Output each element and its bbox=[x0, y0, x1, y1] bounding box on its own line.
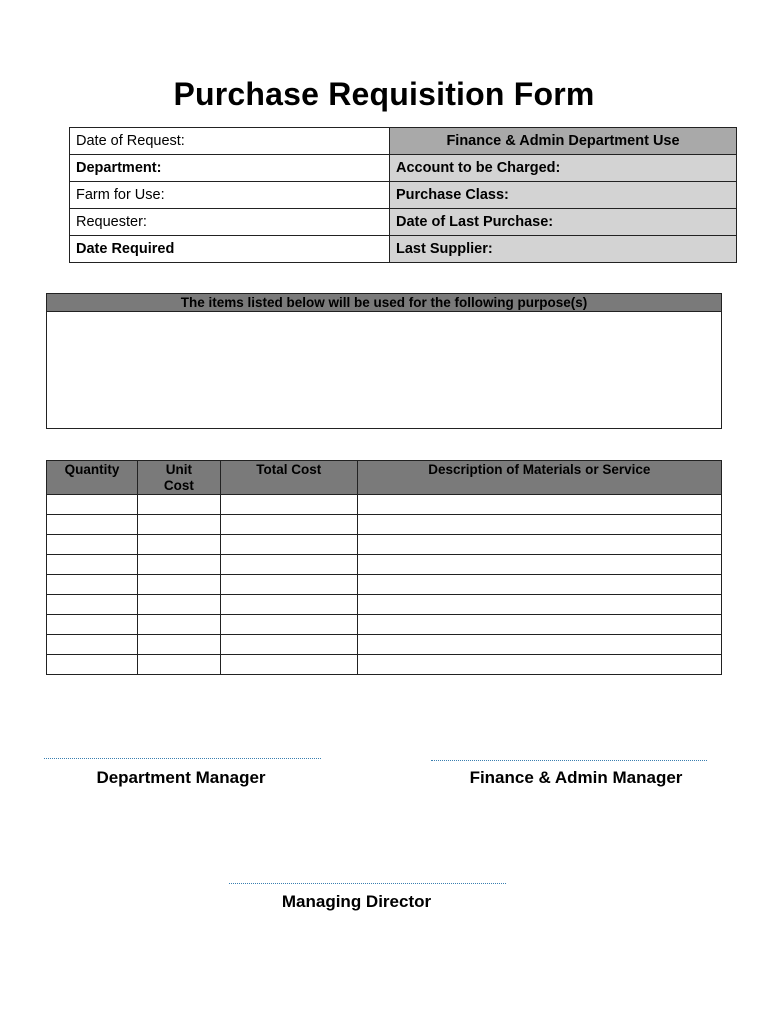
table-row bbox=[47, 555, 722, 575]
finance-admin-manager-signature-line[interactable] bbox=[431, 760, 707, 761]
department-manager-label: Department Manager bbox=[96, 768, 266, 787]
finance-admin-use-header: Finance & Admin Department Use bbox=[390, 128, 737, 155]
total-cost-cell[interactable] bbox=[220, 615, 357, 635]
description-cell[interactable] bbox=[357, 575, 721, 595]
quantity-cell[interactable] bbox=[47, 495, 138, 515]
request-info-table bbox=[69, 127, 737, 263]
table-row bbox=[47, 595, 722, 615]
unit-cost-cell[interactable] bbox=[137, 575, 220, 595]
column-header-description: Description of Materials or Service bbox=[357, 461, 721, 495]
department-field[interactable]: Department: bbox=[70, 155, 390, 182]
unit-cost-cell[interactable] bbox=[137, 635, 220, 655]
info-row bbox=[70, 236, 737, 263]
quantity-cell[interactable] bbox=[47, 615, 138, 635]
description-cell[interactable] bbox=[357, 655, 721, 675]
unit-cost-cell[interactable] bbox=[137, 495, 220, 515]
info-row bbox=[70, 155, 737, 182]
description-cell[interactable] bbox=[357, 635, 721, 655]
date-last-purchase-field[interactable]: Date of Last Purchase: bbox=[390, 209, 737, 236]
column-header-total-cost: Total Cost bbox=[220, 461, 357, 495]
column-header-unit-cost: Unit Cost bbox=[137, 461, 220, 495]
items-header-row bbox=[47, 461, 722, 495]
page-title: Purchase Requisition Form bbox=[173, 76, 595, 112]
purpose-header: The items listed below will be used for the following purpose(s) bbox=[47, 294, 721, 312]
unit-cost-cell[interactable] bbox=[137, 595, 220, 615]
finance-admin-manager-label: Finance & Admin Manager bbox=[469, 768, 683, 787]
managing-director-label: Managing Director bbox=[281, 892, 432, 911]
unit-cost-cell[interactable] bbox=[137, 655, 220, 675]
quantity-cell[interactable] bbox=[47, 595, 138, 615]
quantity-cell[interactable] bbox=[47, 535, 138, 555]
quantity-cell[interactable] bbox=[47, 635, 138, 655]
quantity-cell[interactable] bbox=[47, 555, 138, 575]
table-row bbox=[47, 635, 722, 655]
info-row bbox=[70, 182, 737, 209]
description-cell[interactable] bbox=[357, 595, 721, 615]
description-cell[interactable] bbox=[357, 615, 721, 635]
total-cost-cell[interactable] bbox=[220, 495, 357, 515]
table-row bbox=[47, 495, 722, 515]
requester-field[interactable]: Requester: bbox=[70, 209, 390, 236]
last-supplier-field[interactable]: Last Supplier: bbox=[390, 236, 737, 263]
table-row bbox=[47, 655, 722, 675]
description-cell[interactable] bbox=[357, 515, 721, 535]
date-of-request-field[interactable]: Date of Request: bbox=[70, 128, 390, 155]
unit-cost-cell[interactable] bbox=[137, 515, 220, 535]
unit-cost-cell[interactable] bbox=[137, 555, 220, 575]
unit-cost-cell[interactable] bbox=[137, 535, 220, 555]
total-cost-cell[interactable] bbox=[220, 555, 357, 575]
total-cost-cell[interactable] bbox=[220, 575, 357, 595]
table-row bbox=[47, 515, 722, 535]
unit-cost-cell[interactable] bbox=[137, 615, 220, 635]
table-row bbox=[47, 575, 722, 595]
table-row bbox=[47, 535, 722, 555]
total-cost-cell[interactable] bbox=[220, 595, 357, 615]
column-header-quantity: Quantity bbox=[47, 461, 138, 495]
total-cost-cell[interactable] bbox=[220, 535, 357, 555]
date-required-field[interactable]: Date Required bbox=[70, 236, 390, 263]
items-table bbox=[46, 460, 722, 675]
purchase-class-field[interactable]: Purchase Class: bbox=[390, 182, 737, 209]
department-manager-signature-line[interactable] bbox=[44, 758, 321, 759]
account-charged-field[interactable]: Account to be Charged: bbox=[390, 155, 737, 182]
info-row bbox=[70, 209, 737, 236]
purpose-text-area[interactable] bbox=[47, 312, 721, 429]
farm-for-use-field[interactable]: Farm for Use: bbox=[70, 182, 390, 209]
description-cell[interactable] bbox=[357, 555, 721, 575]
table-row bbox=[47, 615, 722, 635]
total-cost-cell[interactable] bbox=[220, 655, 357, 675]
quantity-cell[interactable] bbox=[47, 515, 138, 535]
description-cell[interactable] bbox=[357, 495, 721, 515]
managing-director-signature-line[interactable] bbox=[229, 883, 506, 884]
quantity-cell[interactable] bbox=[47, 575, 138, 595]
purpose-box bbox=[46, 293, 722, 429]
total-cost-cell[interactable] bbox=[220, 515, 357, 535]
description-cell[interactable] bbox=[357, 535, 721, 555]
total-cost-cell[interactable] bbox=[220, 635, 357, 655]
quantity-cell[interactable] bbox=[47, 655, 138, 675]
info-row bbox=[70, 128, 737, 155]
